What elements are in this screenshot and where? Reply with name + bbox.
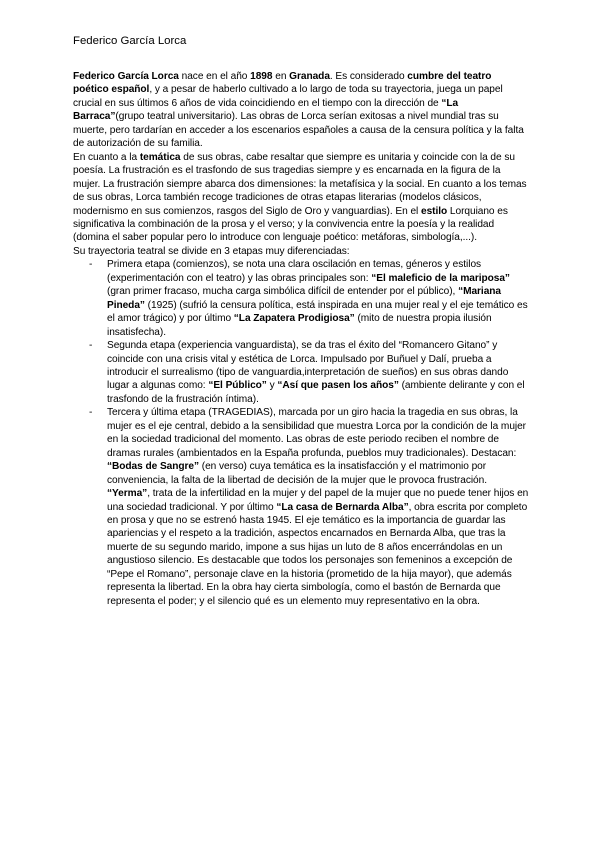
work-title: “Yerma” <box>107 488 148 500</box>
stages-list <box>73 258 529 608</box>
work-title: “El maleficio de la mariposa” <box>371 272 510 284</box>
work-title: “El Público” <box>208 380 267 392</box>
intro-paragraph: Federico García Lorca nace en el año 1898 en Granada. Es considerado cumbre del teatro poético español, y a pesar de haberlo cultivado a lo largo de toda su trayectoria, juega un papel crucial en sus últimos 6 años de vida coincidiendo en el tiempo con la dirección de “La Barraca”(grupo teatral universitario). Las obras de Lorca serían exitosas a nivel mundial tras su muerte, pero tardarían en acceder a los escenarios españoles a causa de la censura política y la falta de autorización de su familia. <box>73 71 524 150</box>
list-dash: - <box>89 340 93 352</box>
document-title: Federico García Lorca <box>73 35 187 47</box>
tematica-term: temática <box>139 151 181 163</box>
work-title: “Así que pasen los años” <box>277 380 399 392</box>
work-title: “Mariana Pineda” <box>107 286 501 311</box>
stage-item-first: - Primera etapa (comienzos), se nota una clara oscilación en temas, géneros y estilos (experimentación con el teatro) y las obras principales son: “El maleficio de la mariposa” (gran primer fracaso, mucha carga simbólica difícil de entender por el público), “Mariana Pineda” (1925) (sufrió la censura política, está inspirada en una mujer real y el eje temático es el amor trágico) y por último “La Zapatera Prodigiosa” (mito de nuestra propia ilusión insatisfecha). <box>89 259 528 338</box>
work-title: “La Zapatera Prodigiosa” <box>233 313 355 325</box>
work-title: “La casa de Bernarda Alba” <box>276 501 409 513</box>
trajectory-intro: Su trayectoria teatral se divide en 3 etapas muy diferenciadas: <box>73 245 350 257</box>
list-dash: - <box>89 259 93 271</box>
author-name: Federico García Lorca <box>73 71 179 82</box>
cumbre-phrase: cumbre del teatro poético español <box>73 71 492 96</box>
estilo-term: estilo <box>421 205 448 217</box>
document-body <box>73 70 529 608</box>
work-title: “Bodas de Sangre” <box>107 461 199 473</box>
stage-item-third: - Tercera y última etapa (TRAGEDIAS), marcada por un giro hacia la tragedia en sus obras, la mujer es el eje central, debido a la sensibilidad que muestra Lorca por la condición de la mujer en la sociedad tradicional del momento. Las obras de este periodo reciben el nombre de dramas rurales (ambientados en la España profunda, pueblos muy tradicionales). Destacan: “Bodas de Sangre” (en verso) cuya temática es la insatisfacción y el matrimonio por conveniencia, la falta de la libertad de decisión de la mujer que le provoca frustración. “Yerma”, trata de la infertilidad en la mujer y del papel de la mujer que no puede tener hijos en una sociedad tradicional. Y por último “La casa de Bernarda Alba”, obra escrita por completo en prosa y que no se estrenó hasta 1945. El eje temático es la importancia de guardar las apariencias y el respeto a la tradición, aspectos encarnados en Bernarda Alba, que tras la muerte de su segundo marido, impone a sus hijas un luto de 8 años encerrándolas en un angustioso silencio. Es destacable que todos los personajes son femeninos a excepción de “Pepe el Romano”, personaje clave en la historia (prometido de la hija mayor), que además representa la libertad. En la obra hay cierta simbología, como el bastón de Bernarda que representa el poder; y el silencio qué es un elemento muy representativo en la obra. <box>89 407 529 607</box>
birth-city: Granada <box>289 71 330 82</box>
birth-year: 1898 <box>250 71 273 82</box>
stage-item-second: - Segunda etapa (experiencia vanguardista), se da tras el éxito del “Romancero Gitano” y coincide con una crisis vital y estética de Lorca. Impulsado por Buñuel y Dalí, prueba a introducir el surrealismo (tipo de vanguardia,interpretación de sueños) en sus obras dando lugar a algunas como: “El Público” y “Así que pasen los años” (ambiente delirante y con el trasfondo de la frustración íntima). <box>89 340 525 405</box>
list-dash: - <box>89 407 93 419</box>
themes-paragraph: En cuanto a la temática de sus obras, cabe resaltar que siempre es unitaria y coincide con la de su poesía. La frustración es el trasfondo de sus tragedias siempre y es encarnada en la figura de la mujer. La frustración siempre abarca dos dimensiones: la metafísica y la social. En cuanto a los temas de sus obras, Lorca también recoge tradiciones de otras etapas literarias (modelos clásicos, modernismo en sus comienzos, rasgos del Siglo de Oro y vanguardias). En el estilo Lorquiano es significativa la combinación de la prosa y el verso; y la convivencia entre la poesía y la realidad (domina el saber popular pero lo introduce con lenguaje poético: metáforas, simbología,...). <box>73 151 527 244</box>
la-barraca: “La Barraca” <box>73 97 459 123</box>
